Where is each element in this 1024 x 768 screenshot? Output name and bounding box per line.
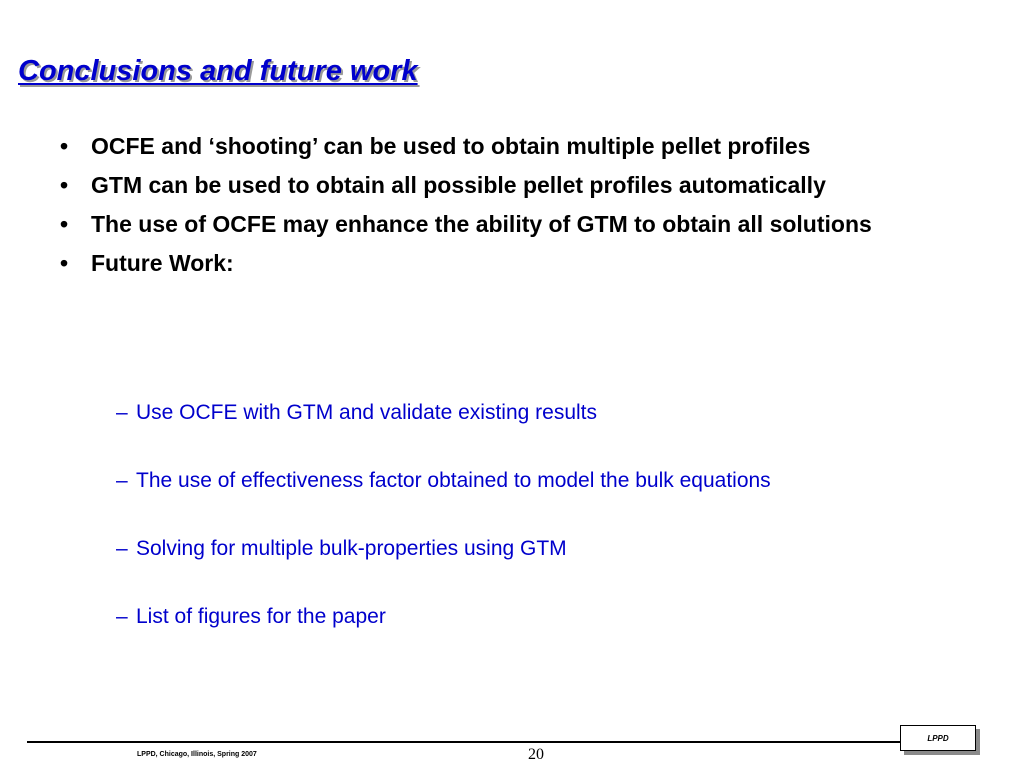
sub-bullet-text: List of figures for the paper xyxy=(136,605,386,628)
bullet-item xyxy=(60,172,960,198)
bullet-glyph: • xyxy=(60,172,69,198)
page-number: 20 xyxy=(528,746,544,763)
sub-bullet-item xyxy=(116,536,996,562)
bullet-item xyxy=(60,133,960,159)
sub-bullet-item xyxy=(116,604,996,630)
bullet-item xyxy=(60,250,960,276)
dash-glyph: – xyxy=(116,537,128,560)
sub-bullet-text: Solving for multiple bulk-properties using GTM xyxy=(136,537,567,560)
bullet-text: GTM can be used to obtain all possible pellet profiles automatically xyxy=(91,172,826,198)
sub-bullet-item xyxy=(116,400,996,426)
dash-glyph: – xyxy=(116,605,128,628)
sub-bullet-item xyxy=(116,468,996,494)
dash-glyph: – xyxy=(116,469,128,492)
bullet-text: Future Work: xyxy=(91,250,234,276)
bullet-list xyxy=(60,133,960,289)
bullet-text: OCFE and ‘shooting’ can be used to obtain multiple pellet profiles xyxy=(91,133,811,159)
bullet-glyph: • xyxy=(60,250,69,276)
lppd-logo: LPPD xyxy=(900,725,976,751)
footer-text: LPPD, Chicago, Illinois, Spring 2007 xyxy=(137,751,257,758)
bullet-glyph: • xyxy=(60,133,69,159)
slide-title: Conclusions and future work xyxy=(18,55,418,87)
bullet-item xyxy=(60,211,960,237)
footer-divider xyxy=(27,741,977,743)
bullet-text: The use of OCFE may enhance the ability of GTM to obtain all solutions xyxy=(91,211,872,237)
dash-glyph: – xyxy=(116,401,128,424)
future-work-list xyxy=(116,400,996,672)
sub-bullet-text: Use OCFE with GTM and validate existing results xyxy=(136,401,597,424)
bullet-glyph: • xyxy=(60,211,69,237)
sub-bullet-text: The use of effectiveness factor obtained to model the bulk equations xyxy=(136,469,771,492)
